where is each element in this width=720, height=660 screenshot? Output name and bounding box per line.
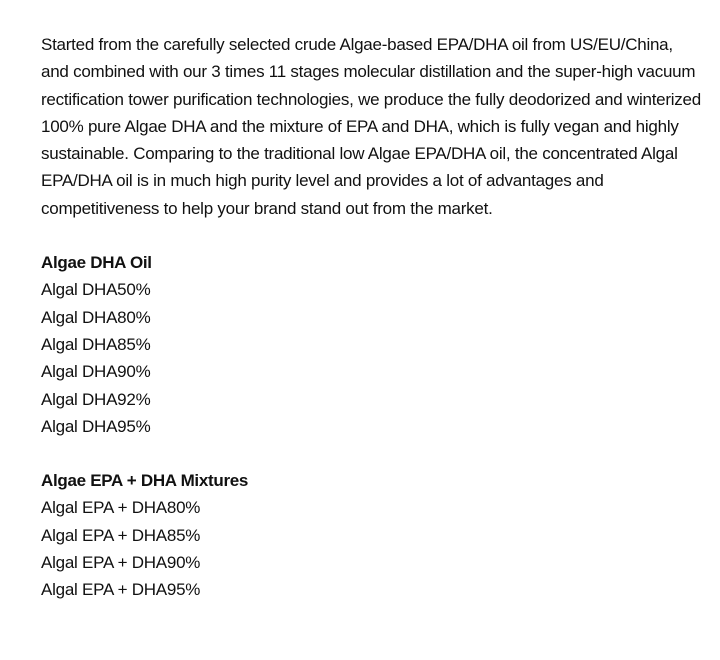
section-heading: Algae EPA + DHA Mixtures [41,471,249,491]
list-item: Algal EPA + DHA85% [41,525,201,545]
product-list [41,494,700,603]
list-item: Algal EPA + DHA95% [41,580,201,600]
list-item: Algal DHA92% [41,389,151,409]
algae-dha-oil-section [41,249,700,440]
intro-paragraph: Started from the carefully selected crude Algae-based EPA/DHA oil from US/EU/China, and combined with our 3 times 11 stages molecular distillation and the super-high vacuum rectification tower purification technologies, we produce the fully deodorized and winterized 100% pure Algae DHA and the mixture of EPA and DHA, which is fully vegan and highly sustainable. Comparing to the traditional low Algae EPA/DHA oil, the concentrated Algal EPA/DHA oil is in much high purity level and provides a lot of advantages and competitiveness to help your brand stand out from the market. [41,35,701,218]
list-item: Algal DHA90% [41,362,151,382]
list-item: Algal DHA85% [41,334,151,354]
product-list [41,276,700,440]
list-item: Algal EPA + DHA90% [41,553,201,573]
list-item: Algal DHA50% [41,280,151,300]
list-item: Algal EPA + DHA80% [41,498,201,518]
section-heading: Algae DHA Oil [41,253,152,273]
list-item: Algal DHA95% [41,416,151,436]
list-item: Algal DHA80% [41,307,151,327]
algae-epa-dha-mixtures-section [41,467,700,603]
